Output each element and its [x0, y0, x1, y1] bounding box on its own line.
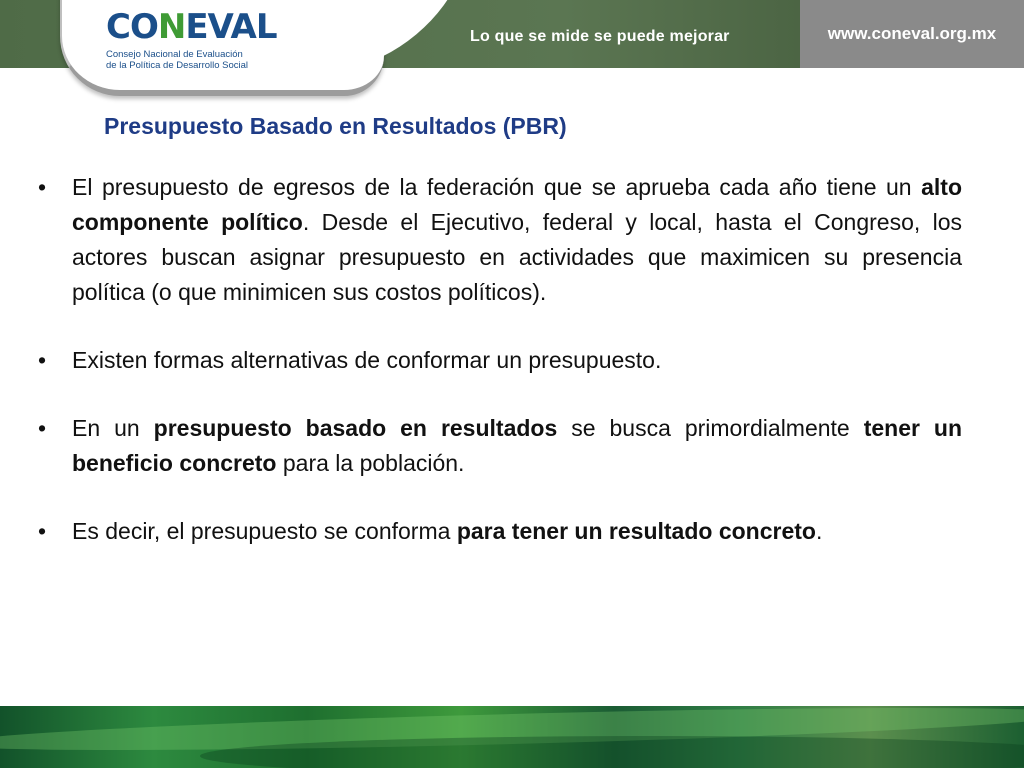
logo-wordmark-part2: N: [157, 7, 186, 47]
bullet-text: En un: [72, 415, 154, 441]
logo-subtitle: [106, 49, 276, 71]
bullet-text-bold: alto componente político: [72, 174, 962, 235]
slide-title: Presupuesto Basado en Resultados (PBR): [104, 113, 567, 139]
logo-subtitle-line2: de la Política de Desarrollo Social: [106, 60, 249, 71]
website-url-text: www.coneval.org.mx: [827, 24, 997, 43]
bullet-text: Es decir, el presupuesto se conforma: [72, 518, 457, 544]
bullet-dot: •: [38, 518, 47, 544]
website-url[interactable]: [800, 0, 1024, 68]
bullet-dot: •: [38, 415, 47, 441]
bullet-text-bold: tener un beneficio concreto: [72, 415, 963, 476]
bullet-text: se busca primordialmente: [557, 415, 864, 441]
bullet-text: El presupuesto de egresos de la federación que se aprueba cada año tiene un: [72, 174, 922, 200]
coneval-logo: [106, 7, 277, 47]
bullet-text-bold: para tener un resultado concreto: [456, 518, 816, 544]
bullet-item: [38, 514, 962, 549]
footer-band: [0, 706, 1024, 768]
bullet-item: [38, 343, 962, 378]
logo-wordmark-part3: EVAL: [185, 7, 277, 47]
bullet-item: [38, 411, 962, 481]
tagline: Lo que se mide se puede mejorar: [470, 28, 730, 45]
bullet-text-bold: presupuesto basado en resultados: [153, 415, 558, 441]
bullet-dot: •: [38, 174, 47, 200]
logo-wordmark-part1: CO: [106, 7, 158, 47]
bullet-text: . Desde el Ejecutivo, federal y local, hasta el Congreso, los actores buscan asignar presupuesto en actividades que maximicen su presencia política (o que minimicen sus costos políticos).: [72, 209, 962, 305]
bullet-dot: •: [38, 347, 47, 373]
bullet-text: .: [815, 518, 823, 544]
bullet-text: Existen formas alternativas de conformar un presupuesto.: [72, 347, 662, 373]
bullet-text: para la población.: [276, 450, 465, 476]
bullet-list: [38, 170, 962, 582]
bullet-item: [38, 170, 962, 310]
logo-subtitle-line1: Consejo Nacional de Evaluación: [106, 49, 243, 60]
